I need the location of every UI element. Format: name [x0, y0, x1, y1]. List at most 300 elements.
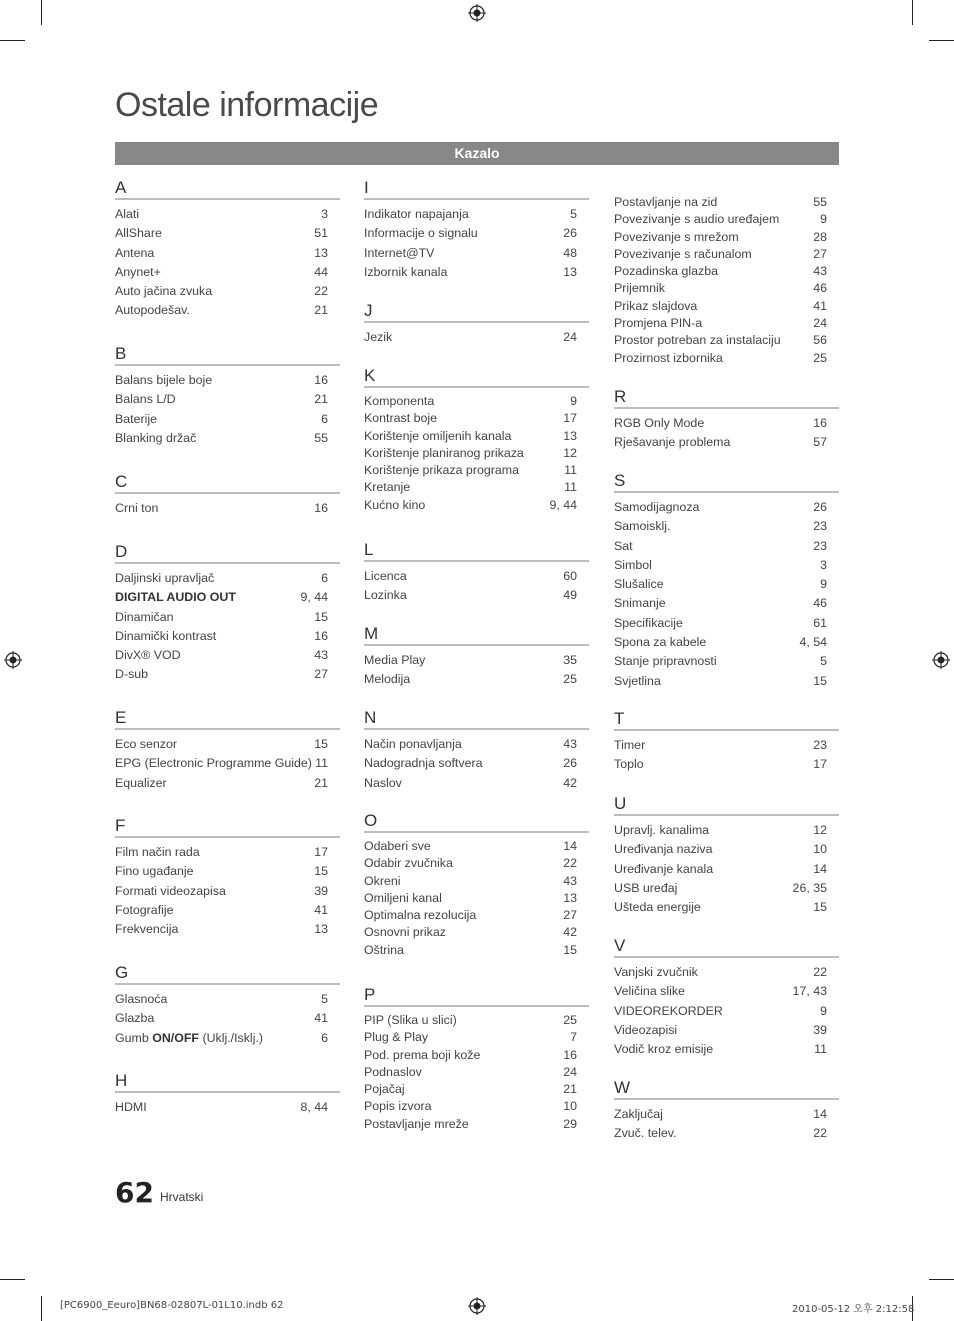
index-group	[364, 366, 589, 514]
index-entry	[115, 371, 340, 390]
index-letter-heading: W	[614, 1078, 839, 1100]
index-entry-name-bold: ON/OFF	[152, 1030, 199, 1045]
index-entry-page: 16	[563, 1047, 577, 1062]
index-entry	[115, 646, 340, 665]
index-entry-page: 44	[314, 264, 328, 279]
index-entry-page: 22	[314, 284, 328, 299]
index-entry	[115, 843, 340, 862]
index-entry-page: 14	[813, 861, 827, 876]
index-entry-page: 13	[563, 890, 577, 905]
index-entry-page: 5	[321, 992, 328, 1006]
index-entry-name: Ušteda energije	[614, 900, 701, 915]
index-entry	[614, 263, 839, 280]
index-entry	[614, 860, 839, 879]
index-entry	[364, 1029, 589, 1046]
index-entry	[115, 429, 340, 448]
index-entry-page: 42	[563, 925, 577, 940]
index-entry	[115, 410, 340, 429]
index-entry-page: 17, 43	[792, 984, 827, 999]
crop-mark	[912, 0, 913, 25]
index-entry-name: Dinamički kontrast	[115, 628, 217, 643]
index-entry-page: 10	[563, 1099, 577, 1114]
index-entry-name: DIGITAL AUDIO OUT	[115, 590, 236, 605]
index-entry-page: 5	[570, 207, 577, 221]
registration-mark-icon	[4, 651, 22, 669]
index-entry-name: Svjetlina	[614, 673, 661, 688]
index-entry-page: 9, 44	[300, 590, 328, 605]
index-entry-page: 46	[813, 596, 827, 611]
index-entry-name: Eco senzor	[115, 737, 177, 751]
registration-mark-icon	[468, 1297, 486, 1315]
index-entry	[614, 982, 839, 1001]
crop-mark	[41, 0, 42, 25]
index-entry	[115, 1029, 340, 1048]
index-entry-page: 23	[813, 538, 827, 553]
index-entry-name: Anynet+	[115, 264, 161, 279]
index-entry-name: Media Play	[364, 653, 426, 667]
index-entry-page: 24	[563, 1064, 577, 1079]
index-entry-name: Fino ugađanje	[115, 864, 194, 879]
index-letter-heading: E	[115, 708, 340, 730]
index-entry-name: EPG (Electronic Programme Guide)	[115, 756, 312, 771]
index-entry-page: 15	[813, 673, 827, 688]
index-entry	[614, 1002, 839, 1021]
index-entry-name: Pojačaj	[364, 1082, 405, 1097]
index-entry-page: 42	[563, 775, 577, 790]
index-entry-page: 14	[563, 839, 577, 853]
index-letter-heading: H	[115, 1071, 340, 1093]
index-letter-heading: T	[614, 709, 839, 731]
print-file-slug: [PC6900_Eeuro]BN68-02807L-01L10.indb 62	[60, 1300, 284, 1311]
index-entry	[614, 246, 839, 263]
index-entry	[364, 445, 589, 462]
index-entry-name: Postavljanje mreže	[364, 1116, 469, 1131]
index-group	[115, 542, 340, 685]
index-entry	[115, 920, 340, 939]
index-entry	[614, 594, 839, 613]
index-entry	[115, 244, 340, 263]
index-entry-name: Povezivanje s audio uređajem	[614, 212, 780, 227]
index-entry-name: Balans L/D	[115, 392, 176, 407]
index-entry-name: Prozirnost izbornika	[614, 350, 723, 365]
index-letter-heading: R	[614, 387, 839, 409]
index-entry-page: 14	[813, 1107, 827, 1121]
index-entry	[614, 194, 839, 211]
index-letter-heading: N	[364, 708, 589, 730]
index-entry-page: 21	[314, 303, 328, 318]
index-entry-page: 39	[314, 883, 328, 898]
index-entry-name: USB uređaj	[614, 880, 678, 895]
index-entry-page: 11	[564, 480, 577, 495]
index-entry	[364, 855, 589, 872]
index-entry-page: 17	[563, 411, 577, 426]
index-letter-heading: B	[115, 344, 340, 366]
index-entry-name: Balans bijele boje	[115, 373, 213, 387]
index-entry-name: Popis izvora	[364, 1099, 432, 1114]
index-entry	[115, 754, 340, 773]
page-language: Hrvatski	[160, 1190, 204, 1204]
index-entry-name: Daljinski upravljač	[115, 571, 215, 585]
index-entry-name: Korištenje prikaza programa	[364, 463, 519, 478]
index-entry	[115, 990, 340, 1009]
index-entry	[364, 462, 589, 479]
index-entry	[364, 224, 589, 243]
index-entry-name: Osnovni prikaz	[364, 925, 446, 940]
crop-mark	[0, 40, 25, 41]
index-entry	[364, 651, 589, 670]
index-entry-name: Videozapisi	[614, 1022, 678, 1037]
registration-mark-icon	[932, 651, 950, 669]
index-entry-name: Plug & Play	[364, 1030, 429, 1045]
index-entry	[364, 410, 589, 427]
index-letter-heading: G	[115, 963, 340, 985]
index-entry-name: Upravlj. kanalima	[614, 823, 710, 837]
index-entry	[115, 569, 340, 588]
index-entry-name: Rješavanje problema	[614, 435, 731, 450]
index-entry-name: Slušalice	[614, 577, 664, 592]
index-entry-page: 27	[314, 667, 328, 682]
index-entry-page: 15	[314, 864, 328, 879]
index-entry-name: Pozadinska glazba	[614, 264, 719, 279]
index-entry-page: 24	[563, 330, 577, 344]
index-entry-page: 55	[314, 430, 328, 445]
index-entry-page: 12	[813, 823, 827, 837]
index-entry-name: Fotografije	[115, 902, 174, 917]
index-entry-name: Specifikacije	[614, 615, 683, 630]
index-entry-name: Informacije o signalu	[364, 226, 478, 241]
index-entry	[364, 907, 589, 924]
index-entry-name: Auto jačina zvuka	[115, 284, 213, 299]
index-entry-name: Povezivanje s računalom	[614, 246, 752, 261]
index-entry	[115, 224, 340, 243]
index-entry	[614, 963, 839, 982]
index-entry-page: 56	[813, 333, 827, 348]
index-entry	[115, 499, 340, 518]
index-entry	[364, 1012, 589, 1029]
index-entry-page: 28	[813, 229, 827, 244]
index-entry-name: Prikaz slajdova	[614, 298, 698, 313]
index-entry-name: Nadogradnja softvera	[364, 756, 483, 771]
index-entry-name: Vodič kroz emisije	[614, 1042, 714, 1057]
index-entry-name: Spona za kabele	[614, 635, 707, 650]
index-entry-name: Equalizer	[115, 775, 167, 790]
index-entry	[115, 263, 340, 282]
index-entry	[364, 1098, 589, 1115]
index-entry	[115, 774, 340, 793]
index-entry-name: Samoisklj.	[614, 519, 671, 534]
index-entry	[364, 890, 589, 907]
index-entry-page: 48	[563, 245, 577, 260]
index-group	[115, 344, 340, 448]
index-entry-name: Samodijagnoza	[614, 500, 700, 514]
index-entry	[364, 838, 589, 855]
index-entry-name: Kontrast boje	[364, 411, 438, 426]
index-entry-name: Toplo	[614, 757, 644, 772]
index-entry-name: Lozinka	[364, 588, 407, 603]
index-entry-page: 41	[314, 902, 328, 917]
index-entry-page: 60	[563, 569, 577, 583]
index-entry-page: 35	[563, 653, 577, 667]
index-entry	[614, 537, 839, 556]
index-entry-page: 26	[813, 500, 827, 514]
index-entry	[364, 328, 589, 347]
index-entry-name-part: (Uklj./Isklj.)	[199, 1030, 264, 1045]
index-entry-page: 3	[321, 207, 328, 221]
index-entry-name: Pod. prema boji kože	[364, 1047, 481, 1062]
index-group	[614, 794, 839, 917]
index-entry-name: Postavljanje na zid	[614, 195, 718, 209]
index-entry-name: Kućno kino	[364, 497, 426, 512]
index-entry-name: Internet@TV	[364, 245, 435, 260]
index-entry	[614, 433, 839, 452]
index-entry	[614, 350, 839, 367]
index-letter-heading: S	[614, 471, 839, 493]
index-entry-page: 6	[321, 571, 328, 585]
index-entry-page: 27	[563, 908, 577, 923]
index-entry-page: 10	[813, 842, 827, 857]
index-entry	[614, 414, 839, 433]
index-entry	[364, 393, 589, 410]
index-entry	[364, 479, 589, 496]
index-group	[115, 178, 340, 321]
index-entry-page: 21	[314, 775, 328, 790]
index-entry-page: 13	[314, 245, 328, 260]
index-group	[614, 471, 839, 691]
index-entry	[614, 1105, 839, 1124]
index-entry	[614, 280, 839, 297]
index-entry-page: 26, 35	[792, 880, 827, 895]
index-letter-heading: K	[364, 366, 589, 388]
index-entry	[115, 901, 340, 920]
index-entry-page: 16	[314, 373, 328, 387]
index-group	[364, 985, 589, 1133]
index-entry	[364, 924, 589, 941]
index-entry-name: Odaberi sve	[364, 839, 431, 853]
index-entry-name: Odabir zvučnika	[364, 856, 453, 871]
index-letter-heading: A	[115, 178, 340, 200]
index-entry-page: 9	[820, 212, 827, 227]
index-entry-name: Jezik	[364, 330, 393, 344]
index-entry	[115, 862, 340, 881]
index-entry	[614, 898, 839, 917]
index-group	[614, 194, 839, 367]
index-entry-page: 17	[314, 845, 328, 859]
index-group	[364, 624, 589, 690]
index-entry-page: 8, 44	[300, 1100, 328, 1114]
index-entry-page: 9	[570, 394, 577, 408]
index-entry-name	[115, 1029, 263, 1048]
index-entry-name: Glazba	[115, 1011, 155, 1026]
index-entry-page: 16	[314, 628, 328, 643]
index-entry-name: Uređivanje kanala	[614, 861, 714, 876]
index-entry-page: 43	[563, 737, 577, 751]
page-title: Ostale informacije	[115, 86, 379, 124]
index-entry-name: Formati videozapisa	[115, 883, 226, 898]
index-entry-page: 26	[563, 226, 577, 241]
index-entry	[614, 332, 839, 349]
index-entry-page: 41	[314, 1011, 328, 1026]
index-group	[115, 472, 340, 518]
index-entry	[614, 821, 839, 840]
index-entry-page: 9	[820, 1003, 827, 1018]
index-letter-heading: O	[364, 811, 589, 833]
print-date-slug: 2010-05-12 오후 2:12:58	[792, 1304, 915, 1315]
index-entry-page: 15	[813, 900, 827, 915]
registration-mark-icon	[468, 4, 486, 22]
index-entry-page: 25	[813, 350, 827, 365]
index-entry-name: Okreni	[364, 873, 401, 888]
index-letter-heading: D	[115, 542, 340, 564]
index-entry	[115, 301, 340, 320]
index-entry-name: Veličina slike	[614, 984, 685, 999]
index-entry	[364, 774, 589, 793]
index-entry-page: 16	[813, 416, 827, 430]
index-entry-page: 6	[321, 411, 328, 426]
index-entry	[364, 263, 589, 282]
index-entry-name: Melodija	[364, 672, 411, 687]
index-entry	[115, 390, 340, 409]
index-entry-page: 4, 54	[799, 635, 827, 650]
index-entry-page: 5	[820, 654, 827, 669]
index-group	[364, 708, 589, 793]
index-entry-name: Korištenje omiljenih kanala	[364, 428, 512, 443]
index-entry-page: 43	[563, 873, 577, 888]
index-entry	[614, 1040, 839, 1059]
index-entry-page: 15	[563, 942, 577, 957]
index-entry-name: HDMI	[115, 1100, 147, 1114]
index-entry-page: 16	[314, 501, 328, 515]
index-entry-name: RGB Only Mode	[614, 416, 705, 430]
index-entry	[614, 672, 839, 691]
index-entry-page: 3	[820, 557, 827, 572]
index-entry	[115, 588, 340, 607]
index-entry-page: 11	[564, 463, 577, 478]
index-entry-page: 7	[570, 1030, 577, 1045]
index-entry	[614, 315, 839, 332]
index-entry-page: 13	[563, 264, 577, 279]
crop-mark	[0, 1279, 25, 1280]
index-entry-page: 25	[563, 672, 577, 687]
index-entry-page: 9, 44	[549, 497, 577, 512]
index-entry-page: 21	[314, 392, 328, 407]
index-entry	[364, 735, 589, 754]
index-entry	[115, 1009, 340, 1028]
index-entry-name: Licenca	[364, 569, 407, 583]
index-entry	[115, 735, 340, 754]
index-letter-heading: P	[364, 985, 589, 1007]
index-group	[364, 540, 589, 606]
index-entry-page: 21	[563, 1082, 577, 1097]
index-entry	[614, 556, 839, 575]
index-entry-name: Baterije	[115, 411, 158, 426]
index-entry	[115, 665, 340, 684]
index-entry	[614, 517, 839, 536]
index-entry	[614, 1124, 839, 1143]
index-entry-name-part: Gumb	[115, 1030, 153, 1045]
index-entry	[115, 882, 340, 901]
index-entry-name: Promjena PIN-a	[614, 316, 703, 331]
index-entry	[614, 1021, 839, 1040]
index-entry	[364, 873, 589, 890]
index-letter-heading: C	[115, 472, 340, 494]
index-entry-name: Blanking držač	[115, 430, 197, 445]
index-entry	[614, 614, 839, 633]
index-entry	[614, 755, 839, 774]
index-entry	[364, 1116, 589, 1133]
index-entry-page: 22	[563, 856, 577, 871]
index-entry-name: Indikator napajanja	[364, 207, 469, 221]
index-entry	[115, 608, 340, 627]
index-entry	[364, 244, 589, 263]
index-letter-heading: L	[364, 540, 589, 562]
index-entry-name: VIDEOREKORDER	[614, 1003, 723, 1018]
index-entry-name: Zvuč. telev.	[614, 1126, 677, 1141]
index-entry-name: Film način rada	[115, 845, 200, 859]
crop-mark	[929, 40, 954, 41]
index-entry	[364, 428, 589, 445]
index-entry-page: 41	[813, 298, 827, 313]
index-entry-page: 6	[321, 1030, 328, 1045]
index-letter-heading: U	[614, 794, 839, 816]
index-entry-name: Simbol	[614, 557, 652, 572]
crop-mark	[929, 1279, 954, 1280]
index-entry-name: Vanjski zvučnik	[614, 965, 698, 979]
index-entry	[364, 942, 589, 959]
index-entry-name: Podnaslov	[364, 1064, 422, 1079]
index-entry-name: Izbornik kanala	[364, 264, 448, 279]
index-entry-name: Crni ton	[115, 501, 159, 515]
index-entry-page: 13	[314, 922, 328, 937]
index-group	[614, 387, 839, 453]
index-letter-heading: M	[364, 624, 589, 646]
index-entry-name: Oštrina	[364, 942, 404, 957]
index-entry-name: AllShare	[115, 226, 162, 241]
index-entry-page: 13	[563, 428, 577, 443]
index-entry-name: Prijemnik	[614, 281, 665, 296]
index-group	[614, 936, 839, 1059]
index-entry-name: Snimanje	[614, 596, 666, 611]
index-entry-name: Naslov	[364, 775, 402, 790]
index-group	[614, 709, 839, 775]
index-group	[614, 1078, 839, 1144]
index-entry-page: 24	[813, 316, 827, 331]
index-entry-name: Komponenta	[364, 394, 435, 408]
index-entry	[364, 586, 589, 605]
index-entry-name: Optimalna rezolucija	[364, 908, 477, 923]
page-number: 62	[115, 1176, 154, 1209]
index-entry-page: 11	[814, 1042, 827, 1057]
index-entry-page: 49	[563, 588, 577, 603]
index-entry-name: Dinamičan	[115, 609, 174, 624]
index-letter-heading: F	[115, 816, 340, 838]
index-entry-name: Stanje pripravnosti	[614, 654, 717, 669]
index-entry-page: 17	[813, 757, 827, 772]
index-entry	[115, 627, 340, 646]
index-entry-page: 25	[563, 1013, 577, 1027]
index-entry-name: Timer	[614, 738, 646, 752]
index-group	[364, 178, 589, 282]
index-entry-page: 9	[820, 577, 827, 592]
index-group	[115, 1071, 340, 1117]
index-entry	[614, 633, 839, 652]
index-group	[364, 811, 589, 959]
index-entry-name: Frekvencija	[115, 922, 179, 937]
index-entry	[364, 1064, 589, 1081]
index-entry-name: D-sub	[115, 667, 149, 682]
index-entry-page: 46	[813, 281, 827, 296]
index-group	[115, 816, 340, 939]
index-entry	[614, 736, 839, 755]
